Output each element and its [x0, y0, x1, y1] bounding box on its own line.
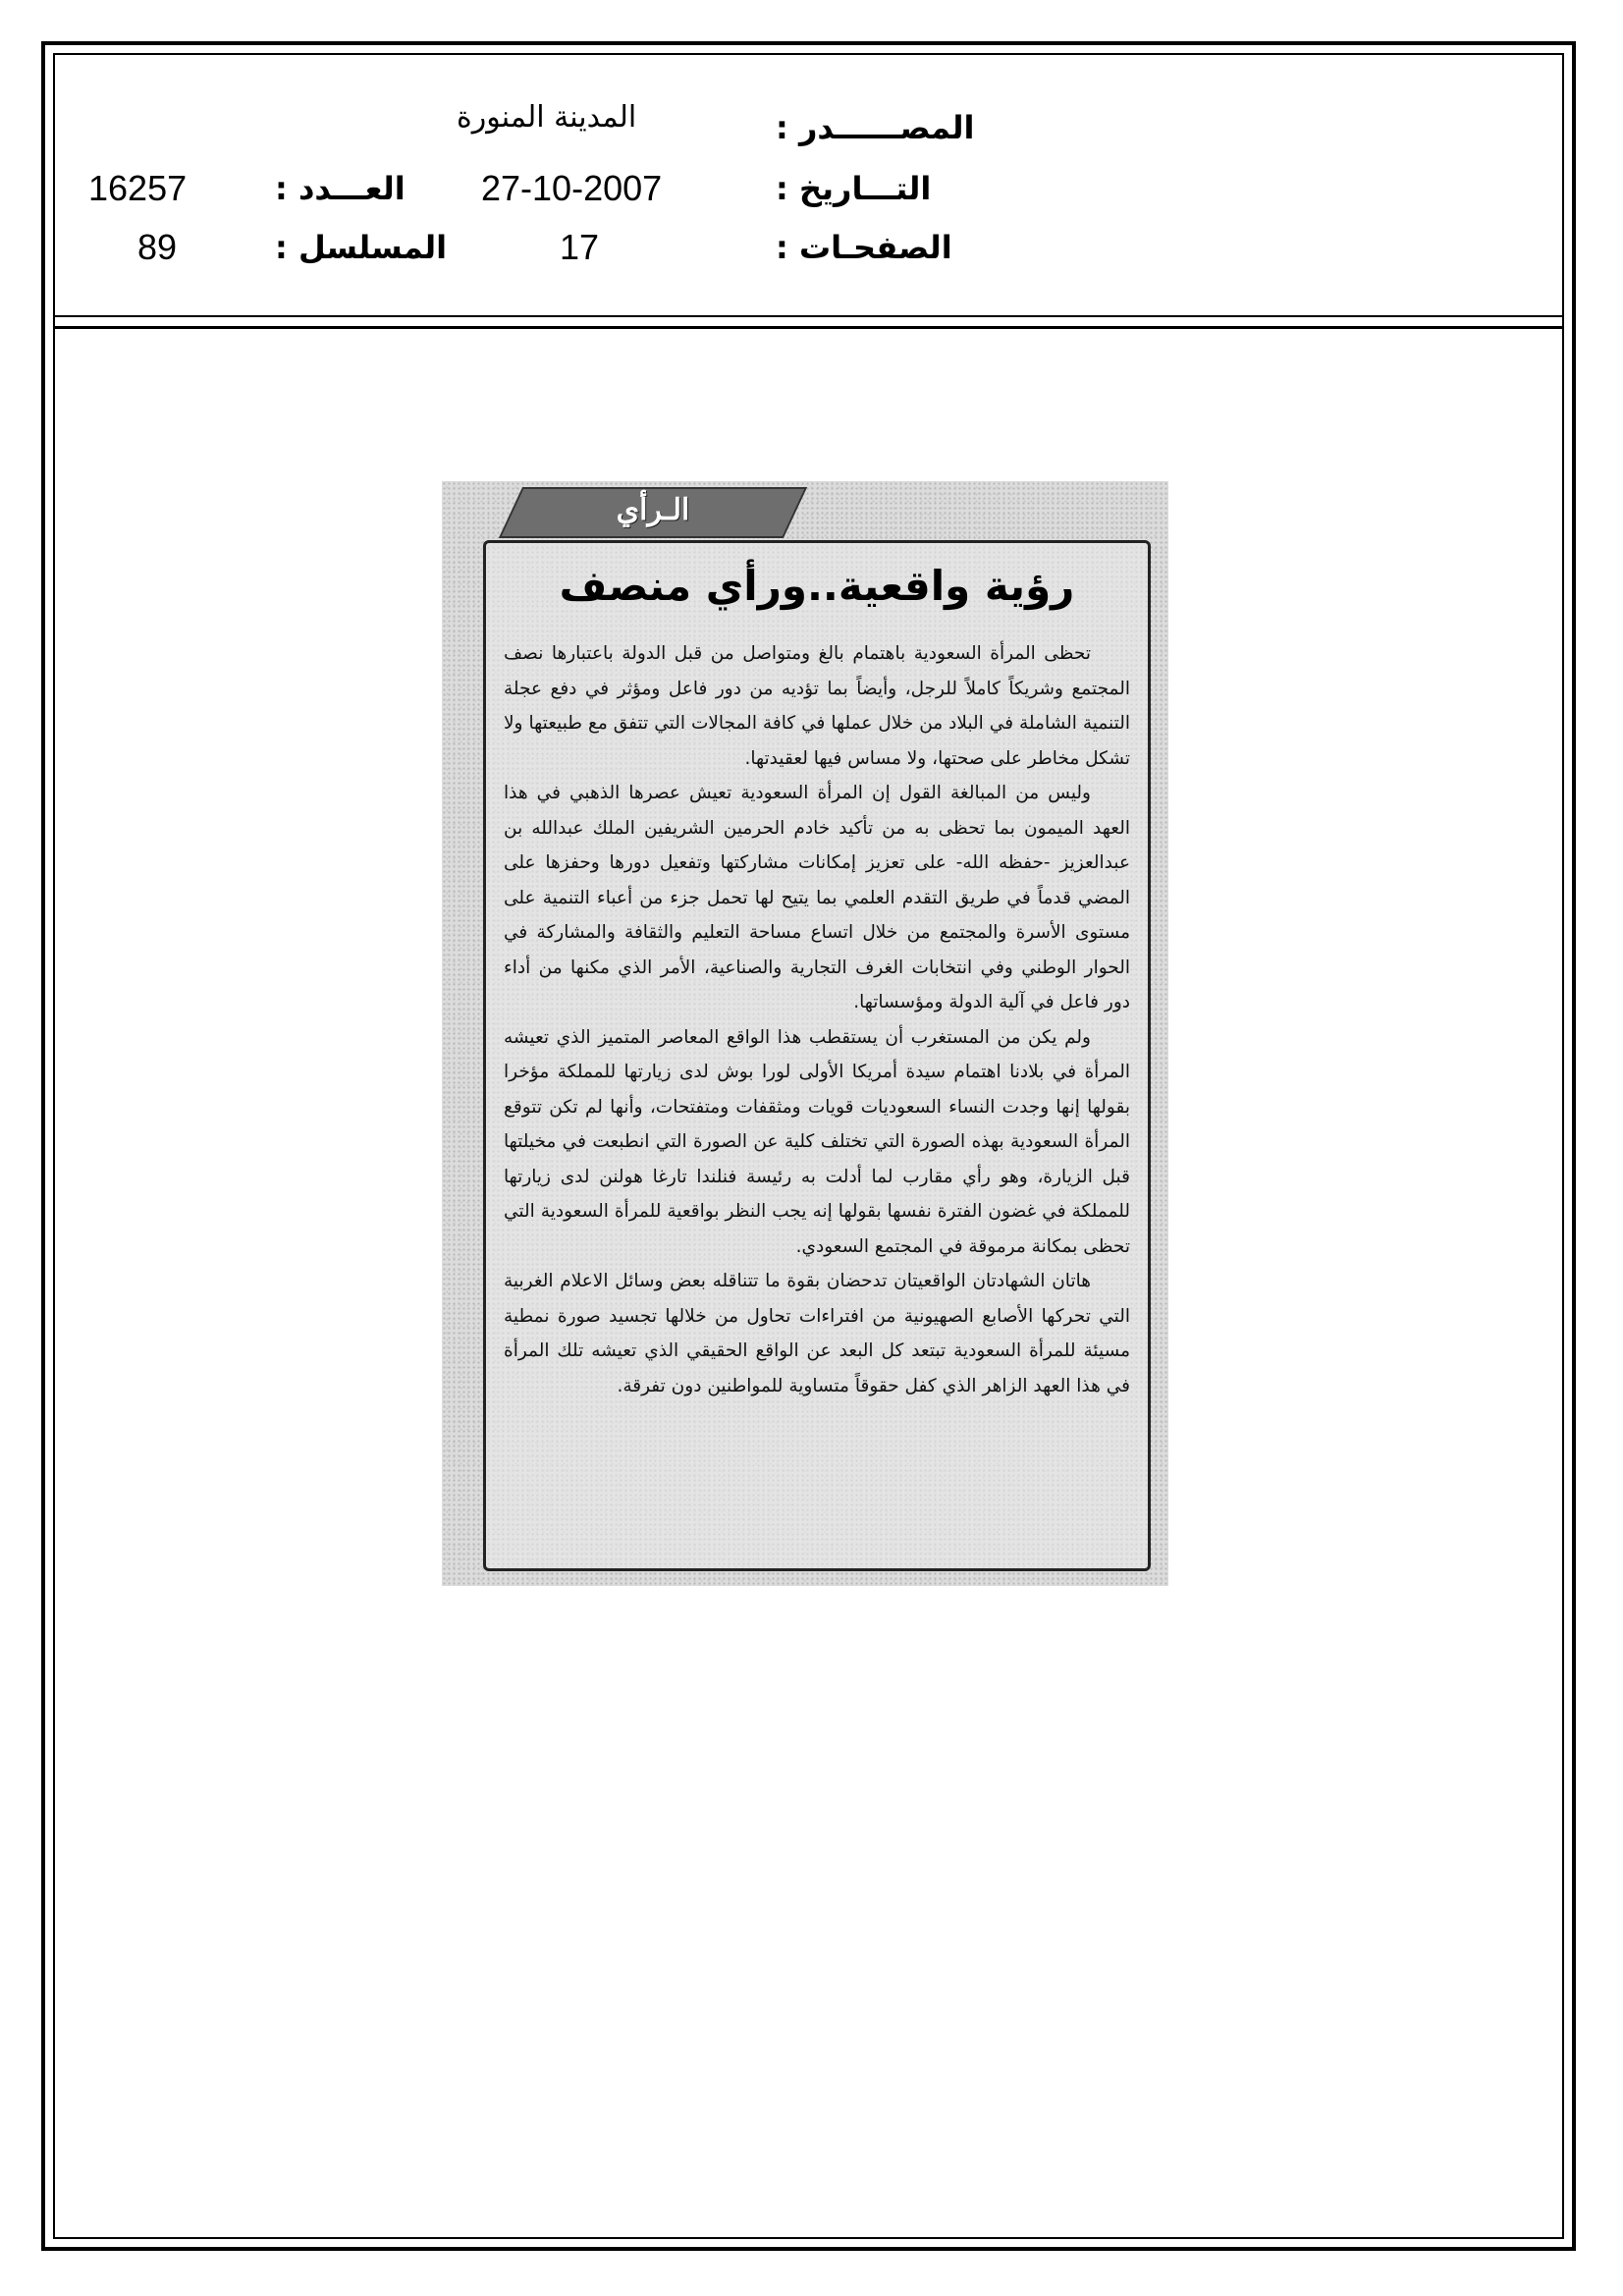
- header-divider: [53, 315, 1564, 317]
- article-paragraph: تحظى المرأة السعودية باهتمام بالغ ومتواصل من قبل الدولة باعتبارها نصف المجتمع وشريكاً كاملاً للرجل، وأيضاً بما تؤديه من دور فاعل ومؤثر في دفع عجلة التنمية الشاملة في البلاد من خلال عملها في كافة المجالات التي تتفق مع طبيعتها ولا تشكل مخاطر على صحتها، ولا مساس فيها لعقيدتها.: [504, 643, 1130, 769]
- article-body: [504, 636, 1130, 1403]
- issue-label: العـــدد :: [275, 170, 406, 207]
- pages-value: 17: [560, 227, 600, 267]
- date-value: 27-10-2007: [481, 168, 663, 208]
- newspaper-clipping: [442, 481, 1168, 1586]
- section-tab-label: الـرأي: [616, 493, 690, 527]
- source-label: المصــــــدر :: [776, 109, 975, 146]
- serial-label: المسلسل :: [275, 229, 448, 266]
- article-paragraph: وليس من المبالغة القول إن المرأة السعودية تعيش عصرها الذهبي في هذا العهد الميمون بما تحظى به من تأكيد خادم الحرمين الشريفين الملك عبدالله بن عبدالعزيز -حفظه الله- على تعزيز إمكانات مشاركتها وتفعيل دورها وحفزها على المضي قدماً في طريق التقدم العلمي بما يتيح لها تحمل جزء من أعباء التنمية على مستوى الأسرة والمجتمع من خلال اتساع مساحة التعليم والثقافة والمشاركة في الحوار الوطني وفي انتخابات الغرف التجارية والصناعية، الأمر الذي مكنها من أداء دور فاعل في آلية الدولة ومؤسساتها.: [504, 783, 1130, 1012]
- article-headline: رؤية واقعية..ورأي منصف: [559, 562, 1075, 610]
- source-value: المدينة المنورة: [457, 100, 637, 135]
- article-paragraph: هاتان الشهادتان الواقعيتان تدحضان بقوة ما تتناقله بعض وسائل الاعلام الغربية التي تحركها الأصابع الصهيونية من افتراءات تحاول من خلالها تجسيد صورة نمطية مسيئة للمرأة السعودية تبتعد كل البعد عن الواقع الحقيقي الذي تعيشه تلك المرأة في هذا العهد الزاهر الذي كفل حقوقاً متساوية للمواطنين دون تفرقة.: [504, 1271, 1130, 1396]
- article-paragraph: ولم يكن من المستغرب أن يستقطب هذا الواقع المعاصر المتميز الذي تعيشه المرأة في بلادنا اهتمام سيدة أمريكا الأولى لورا بوش لدى زيارتها للمملكة مؤخرا بقولها إنها وجدت النساء السعوديات قويات ومثقفات ومتفتحات، وأنها لم تكن تتوقع المرأة السعودية بهذه الصورة التي تختلف كلية عن الصورة التي انطبعت في مخيلتها قبل الزيارة، وهو رأي مقارب لما أدلت به رئيسة فنلندا تارغا هولنن لدى زيارتها للمملكة في غضون الفترة نفسها بقولها إنه يجب النظر بواقعية للمرأة السعودية التي تحظى بمكانة مرموقة في المجتمع السعودي.: [504, 1026, 1130, 1257]
- serial-value: 89: [137, 227, 178, 267]
- issue-value: 16257: [88, 168, 188, 208]
- pages-label: الصفحـات :: [776, 229, 952, 266]
- date-label: التـــاريخ :: [776, 170, 932, 207]
- article-box: [483, 540, 1151, 1571]
- header-divider-thick: [53, 326, 1564, 329]
